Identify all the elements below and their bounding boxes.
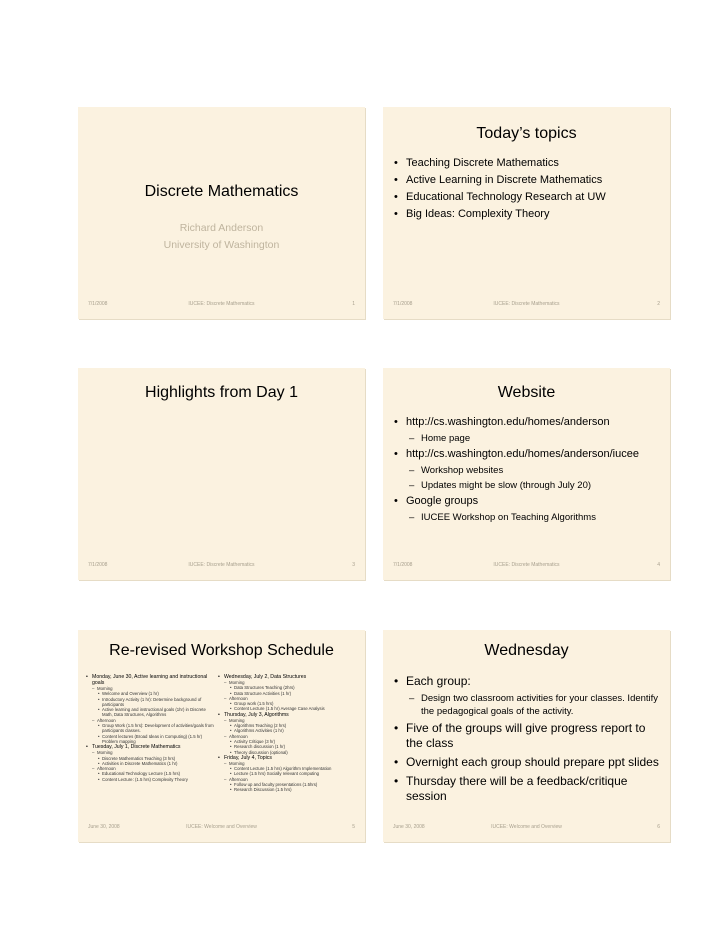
schedule-item: • Data Structures Teaching (2hrs)	[218, 685, 356, 690]
schedule-item: • Activity Critique (3 hr)	[218, 739, 356, 744]
schedule-item: • Educational Technology Lecture (1.5 hrs)	[86, 771, 214, 776]
footer-date: 7/1/2008	[88, 562, 108, 568]
slide-title: Highlights from Day 1	[145, 384, 298, 401]
schedule-item: • Content Lecture: (1.5 hrs) Complexity Theory	[86, 777, 214, 782]
list-item: – Workshop websites	[393, 463, 639, 478]
schedule-item: • Content Lecture (1.5 hr) Average Case Analysis	[218, 706, 356, 711]
slide-footer	[88, 562, 355, 572]
list-item: • Thursday there will be a feedback/critique session	[393, 774, 661, 804]
list-item: – Home page	[393, 431, 639, 446]
footer-page-number: 4	[657, 562, 660, 568]
list-item: • Big Ideas: Complexity Theory	[393, 206, 606, 223]
list-item: – IUCEE Workshop on Teaching Algorithms	[393, 510, 639, 525]
slide-6	[383, 630, 670, 842]
list-item: • Each group:	[393, 674, 661, 689]
schedule-day: • Friday, July 4, Topics	[218, 755, 356, 761]
footer-date: 7/1/2008	[88, 301, 108, 307]
bullet-list	[393, 674, 661, 804]
list-item: • Educational Technology Research at UW	[393, 189, 606, 206]
author-affiliation: University of Washington	[163, 239, 280, 251]
footer-title: IUCEE: Welcome and Overview	[491, 824, 562, 830]
list-item: • Teaching Discrete Mathematics	[393, 155, 606, 172]
schedule-period: – Morning	[86, 686, 214, 691]
list-item: • http://cs.washington.edu/homes/anderson/iucee	[393, 446, 639, 463]
footer-date: June 30, 2008	[393, 824, 425, 830]
slide-5	[78, 630, 365, 842]
slide-title: Wednesday	[484, 642, 569, 659]
schedule-item: • Welcome and Overview (1 hr)	[86, 691, 214, 696]
slide-footer	[393, 824, 660, 834]
slide-3	[78, 368, 365, 580]
schedule-item: • Activities in Discrete Mathematics (1 hr)	[86, 761, 214, 766]
slide-title: Re-revised Workshop Schedule	[109, 642, 334, 659]
schedule-day: • Wednesday, July 2, Data Structures	[218, 674, 356, 680]
schedule-period: – Morning	[86, 750, 214, 755]
schedule-day: • Monday, June 30, Active learning and instructional goals	[86, 674, 214, 686]
footer-title: IUCEE: Welcome and Overview	[186, 824, 257, 830]
schedule-item: • Group Work (1.5 hrs): Development of activities/goals from participants classes.	[86, 723, 214, 734]
slide-2	[383, 107, 670, 319]
schedule-item: • Introductory Activity (1 hr): Determine background of participants	[86, 697, 214, 708]
list-item: – Updates might be slow (through July 20)	[393, 478, 639, 493]
bullet-list	[393, 414, 639, 525]
schedule-item: • Research Discussion (1.5 hrs)	[218, 787, 356, 792]
list-item: • Five of the groups will give progress report to the class	[393, 721, 661, 751]
schedule-right-column	[218, 674, 356, 793]
footer-date: 7/1/2008	[393, 301, 413, 307]
list-item: • Google groups	[393, 493, 639, 510]
schedule-item: • Content Lecture (1.5 hrs) Algorithm Implementation	[218, 766, 356, 771]
schedule-period: – Morning	[218, 680, 356, 685]
footer-title: IUCEE: Discrete Mathematics	[188, 562, 255, 568]
schedule-item: • Algorithms Activities (1 hr)	[218, 728, 356, 733]
footer-page-number: 5	[352, 824, 355, 830]
footer-page-number: 1	[352, 301, 355, 307]
schedule-period: – Afternoon	[218, 734, 356, 739]
list-item: • Active Learning in Discrete Mathematics	[393, 172, 606, 189]
slide-4	[383, 368, 670, 580]
author-name: Richard Anderson	[179, 222, 264, 234]
slide-title: Discrete Mathematics	[144, 183, 299, 200]
footer-date: June 30, 2008	[88, 824, 120, 830]
list-item: – Design two classroom activities for your classes. Identify the pedagogical goals of the activity.	[393, 692, 661, 718]
footer-date: 7/1/2008	[393, 562, 413, 568]
footer-title: IUCEE: Discrete Mathematics	[493, 562, 560, 568]
schedule-item: • Algorithms Teaching (2 hrs)	[218, 723, 356, 728]
footer-page-number: 6	[657, 824, 660, 830]
slide-title: Today’s topics	[476, 125, 577, 142]
schedule-item: • Follow up and faculty presentations (1.5hrs)	[218, 782, 356, 787]
schedule-item: • Lecture (1.5 hrs) Socially relevant computing	[218, 771, 356, 776]
schedule-item: • Data Structure Activities (1 hr)	[218, 691, 356, 696]
footer-page-number: 2	[657, 301, 660, 307]
footer-title: IUCEE: Discrete Mathematics	[493, 301, 560, 307]
schedule-day: • Tuesday, July 1, Discrete Mathematics	[86, 744, 214, 750]
schedule-day: • Thursday, July 3, Algorithms	[218, 712, 356, 718]
schedule-item: • Discrete Mathematics Teaching (3 hrs)	[86, 756, 214, 761]
bullet-list	[393, 155, 606, 223]
slide-footer	[88, 301, 355, 311]
schedule-period: – Afternoon	[86, 766, 214, 771]
schedule-period: – Afternoon	[86, 718, 214, 723]
slide-footer	[393, 562, 660, 572]
footer-page-number: 3	[352, 562, 355, 568]
slide-title: Website	[497, 384, 556, 401]
footer-title: IUCEE: Discrete Mathematics	[188, 301, 255, 307]
schedule-period: – Afternoon	[218, 696, 356, 701]
slide-1	[78, 107, 365, 319]
schedule-item: • Theory discussion (optional)	[218, 750, 356, 755]
schedule-item: • Content lectures (Broad Ideas in Computing) (1.5 hr) Problem mapping	[86, 734, 214, 745]
schedule-item: • Group work (1.5 hrs)	[218, 701, 356, 706]
schedule-period: – Morning	[218, 718, 356, 723]
list-item: • Overnight each group should prepare ppt slides	[393, 755, 661, 770]
list-item: • http://cs.washington.edu/homes/anderson	[393, 414, 639, 431]
slide-footer	[393, 301, 660, 311]
slide-footer	[88, 824, 355, 834]
schedule-left-column	[86, 674, 214, 782]
schedule-period: – Morning	[218, 761, 356, 766]
schedule-period: – Afternoon	[218, 777, 356, 782]
schedule-item: • Research discussion (1 hr)	[218, 744, 356, 749]
schedule-item: • Active learning and instructional goals (1hr) in Discrete Math, Data Structures, Algorithms	[86, 707, 214, 718]
